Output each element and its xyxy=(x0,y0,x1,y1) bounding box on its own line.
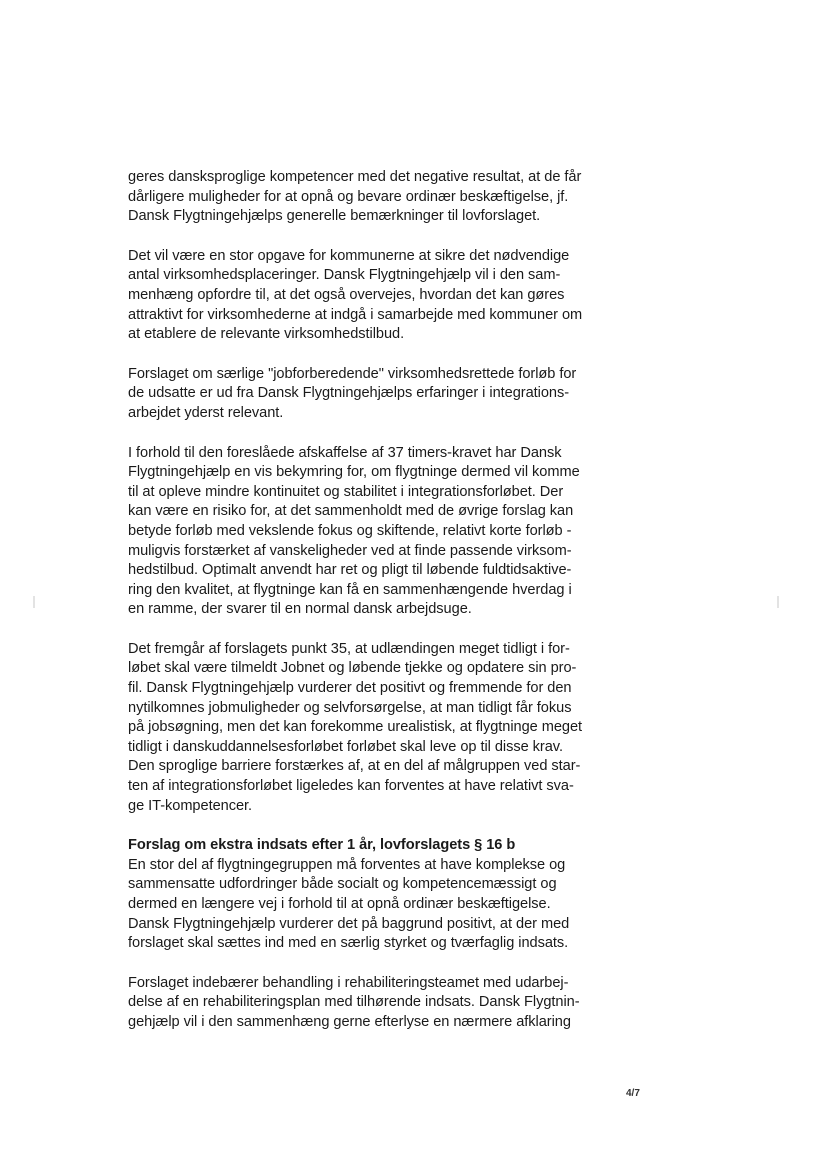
text-line: ten af integrationsforløbet ligeledes kan forventes at have relativt sva- xyxy=(128,778,574,795)
text-line: Det fremgår af forslagets punkt 35, at udlændingen meget tidligt i for- xyxy=(128,640,570,657)
text-line: gehjælp vil i den sammenhæng gerne efterlyse en nærmere afklaring xyxy=(128,1013,571,1030)
text-line: nytilkomnes jobmuligheder og selvforsørgelse, at man tidligt får fokus xyxy=(128,699,572,716)
text-line: delse af en rehabiliteringsplan med tilhørende indsats. Dansk Flygtnin- xyxy=(128,994,580,1011)
text-line: Dansk Flygtningehjælp vurderer det på baggrund positivt, at der med xyxy=(128,915,570,932)
page-number: 4/7 xyxy=(626,1088,640,1099)
paragraph xyxy=(128,168,598,227)
text-line: I forhold til den foreslåede afskaffelse af 37 timers-kravet har Dansk xyxy=(128,444,562,461)
text-line: En stor del af flygtningegruppen må forventes at have komplekse og xyxy=(128,856,566,873)
scan-mark-left xyxy=(33,596,35,608)
text-line: Dansk Flygtningehjælps generelle bemærkninger til lovforslaget. xyxy=(128,208,541,225)
text-line: geres dansksproglige kompetencer med det negative resultat, at de får xyxy=(128,169,582,185)
paragraph xyxy=(128,640,598,816)
text-line: dermed en længere vej i forhold til at opnå ordinær beskæftigelse. xyxy=(128,896,551,912)
text-line: Det vil være en stor opgave for kommunerne at sikre det nødvendige xyxy=(128,247,570,264)
paragraph xyxy=(128,247,598,345)
text-line: Forslaget om særlige "jobforberedende" virksomhedsrettede forløb for xyxy=(128,365,577,382)
text-line: løbet skal være tilmeldt Jobnet og løbende tjekke og opdatere sin pro- xyxy=(128,660,577,677)
text-line: ge IT-kompetencer. xyxy=(128,797,253,814)
text-line: på jobsøgning, men det kan forekomme urealistisk, at flygtninge meget xyxy=(128,719,583,736)
text-line: fil. Dansk Flygtningehjælp vurderer det positivt og fremmende for den xyxy=(128,680,572,697)
text-line: betyde forløb med vekslende fokus og skiftende, relativt korte forløb - xyxy=(128,522,572,539)
paragraph xyxy=(128,836,598,954)
paragraph xyxy=(128,365,598,424)
text-line: til at opleve mindre kontinuitet og stabilitet i integrationsforløbet. Der xyxy=(128,483,564,500)
text-line: en ramme, der svarer til en normal dansk arbejdsuge. xyxy=(128,601,472,618)
text-line: kan være en risiko for, at det sammenholdt med de øvrige forslag kan xyxy=(128,503,574,520)
section-heading: Forslag om ekstra indsats efter 1 år, lovforslagets § 16 b xyxy=(128,837,516,854)
text-line: muligvis forstærket af vanskeligheder ved at finde passende virksom- xyxy=(128,542,572,559)
text-line: Flygtningehjælp en vis bekymring for, om flygtninge dermed vil komme xyxy=(128,464,580,481)
paragraph xyxy=(128,974,598,1033)
scan-mark-right xyxy=(777,596,779,608)
text-line: at etablere de relevante virksomhedstilbud. xyxy=(128,326,405,343)
text-line: Den sproglige barriere forstærkes af, at en del af målgruppen ved star- xyxy=(128,758,581,775)
text-line: ring den kvalitet, at flygtninge kan få en sammenhængende hverdag i xyxy=(128,581,572,598)
text-line: antal virksomhedsplaceringer. Dansk Flygtningehjælp vil i den sam- xyxy=(128,267,561,284)
text-line: arbejdet yderst relevant. xyxy=(128,404,284,421)
text-line: menhæng opfordre til, at det også overvejes, hvordan det kan gøres xyxy=(128,286,565,303)
text-line: dårligere muligheder for at opnå og bevare ordinær beskæftigelse, jf. xyxy=(128,188,569,205)
text-line: Forslaget indebærer behandling i rehabiliteringsteamet med udarbej- xyxy=(128,974,569,991)
text-line: attraktivt for virksomhederne at indgå i samarbejde med kommuner om xyxy=(128,306,583,323)
text-line: sammensatte udfordringer både socialt og kompetencemæssigt og xyxy=(128,876,557,893)
paragraph xyxy=(128,444,598,620)
document-body xyxy=(128,168,598,1053)
text-line: tidligt i danskuddannelsesforløbet forløbet skal leve op til disse krav. xyxy=(128,738,563,755)
text-line: forslaget skal sættes ind med en særlig styrket og tværfaglig indsats. xyxy=(128,935,569,952)
text-line: de udsatte er ud fra Dansk Flygtningehjælps erfaringer i integrations- xyxy=(128,385,570,402)
text-line: hedstilbud. Optimalt anvendt har ret og pligt til løbende fuldtidsaktive- xyxy=(128,562,572,579)
